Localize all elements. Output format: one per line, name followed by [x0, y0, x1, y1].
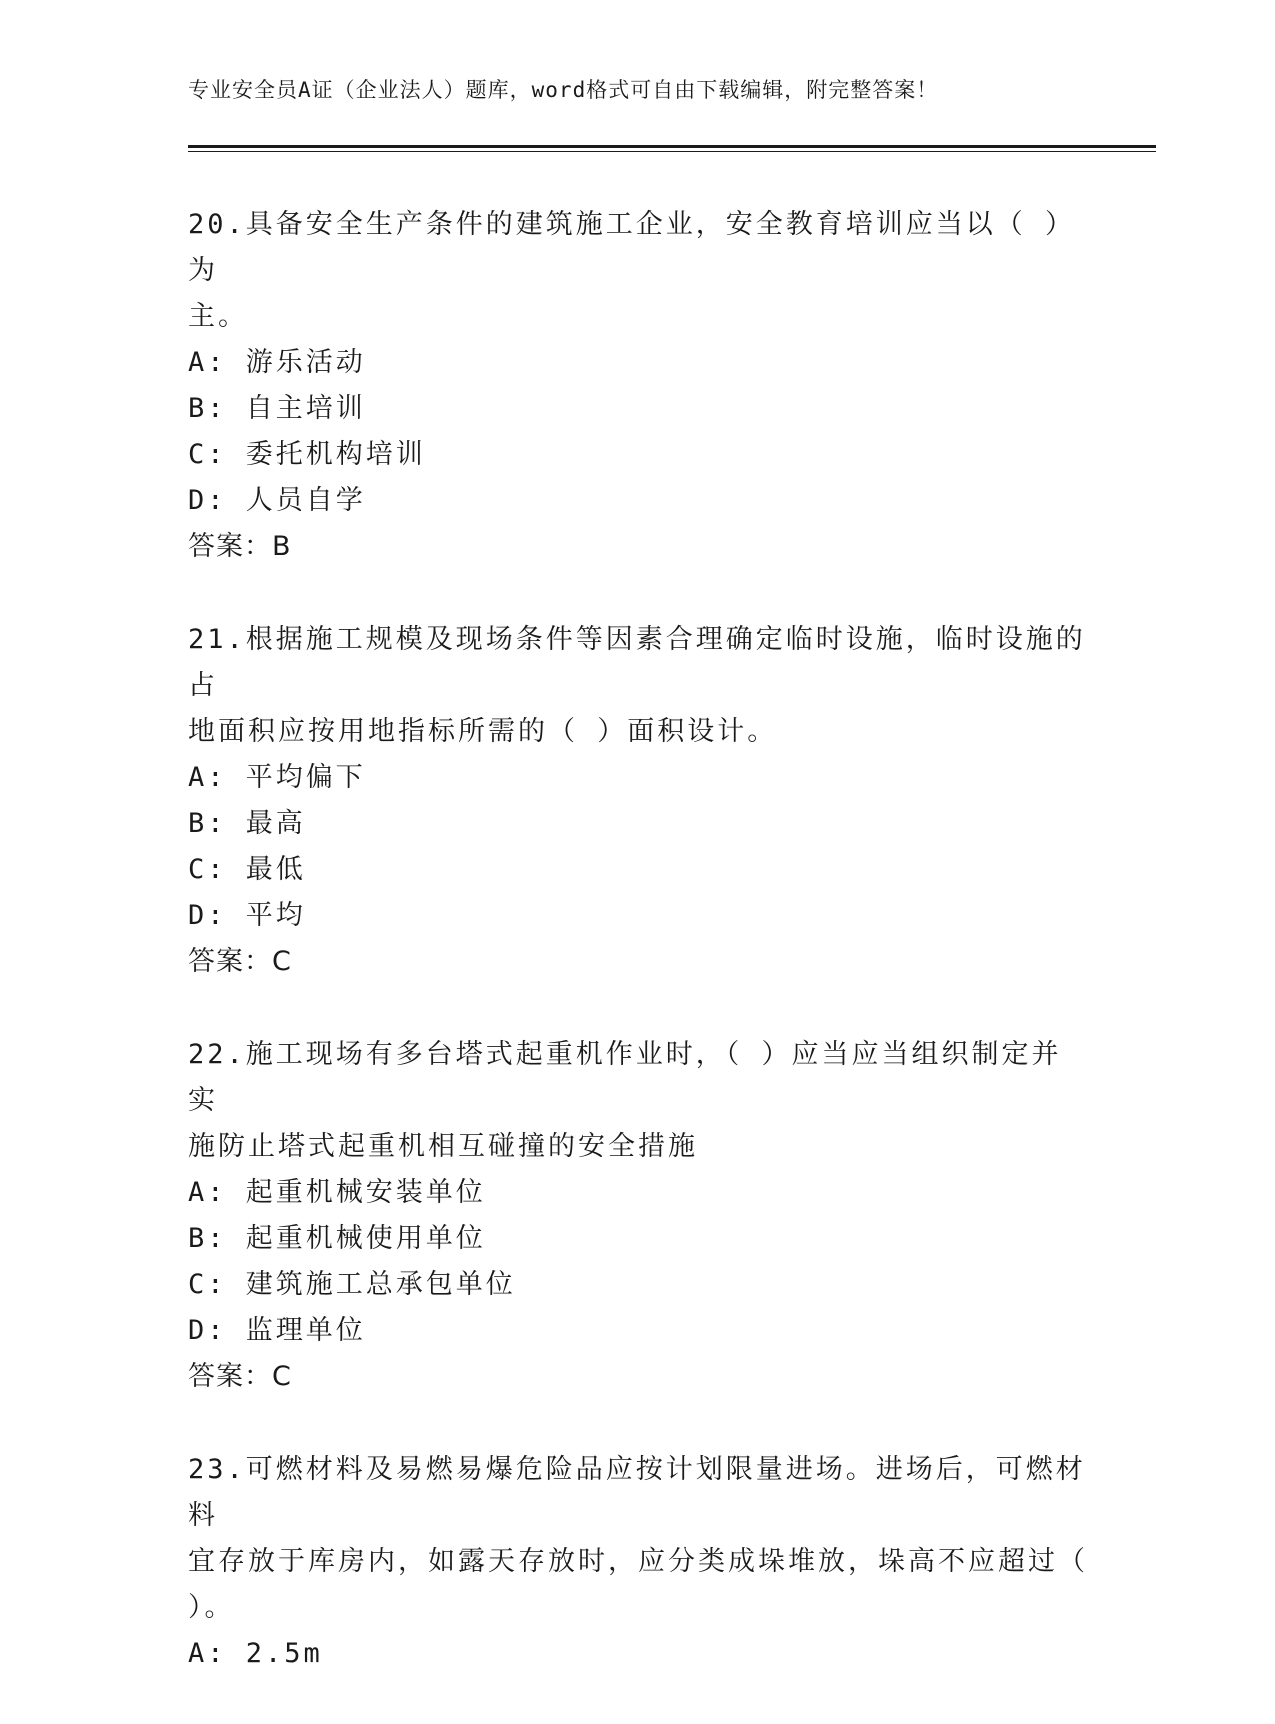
answer-line: 答案：C [188, 946, 292, 977]
option-d: D: 平均 [188, 900, 306, 931]
answer-line: 答案：C [188, 1361, 292, 1392]
question-text-line: 21.根据施工规模及现场条件等因素合理确定临时设施，临时设施的占 [188, 624, 1086, 701]
header-rule-thin [188, 151, 1156, 152]
option-a: A: 游乐活动 [188, 347, 366, 378]
option-b: B: 最高 [188, 808, 306, 839]
question-text-line: 20.具备安全生产条件的建筑施工企业，安全教育培训应当以（ ）为 [188, 209, 1076, 286]
option-d: D: 监理单位 [188, 1315, 366, 1346]
question-text-line: 主。 [188, 301, 248, 332]
option-a: A: 2.5m [188, 1638, 323, 1669]
option-d: D: 人员自学 [188, 485, 366, 516]
answer-line: 答案：B [188, 531, 292, 562]
option-c: C: 最低 [188, 854, 306, 885]
question-text-line: 22.施工现场有多台塔式起重机作业时，（ ）应当应当组织制定并实 [188, 1039, 1062, 1116]
option-a: A: 平均偏下 [188, 762, 366, 793]
question-text-line: 施防止塔式起重机相互碰撞的安全措施 [188, 1131, 698, 1162]
question-list [188, 202, 1088, 1724]
question-text-line: 地面积应按用地指标所需的（ ）面积设计。 [188, 716, 778, 747]
question-text-line: 宜存放于库房内，如露天存放时，应分类成垛堆放，垛高不应超过（ [188, 1546, 1088, 1577]
question-text-line: 23.可燃材料及易燃易爆危险品应按计划限量进场。进场后，可燃材料 [188, 1454, 1086, 1531]
question-20 [188, 202, 1088, 570]
option-c: C: 委托机构培训 [188, 439, 426, 470]
option-b: B: 起重机械使用单位 [188, 1223, 486, 1254]
question-22 [188, 1032, 1088, 1400]
option-b: B: 自主培训 [188, 393, 366, 424]
question-21 [188, 617, 1088, 985]
option-a: A: 起重机械安装单位 [188, 1177, 486, 1208]
question-23 [188, 1447, 1088, 1677]
option-c: C: 建筑施工总承包单位 [188, 1269, 516, 1300]
page-header: 专业安全员A证（企业法人）题库，word格式可自由下载编辑，附完整答案！ [188, 78, 939, 102]
question-text-line: ）。 [188, 1592, 235, 1623]
header-rule-thick [188, 145, 1156, 148]
